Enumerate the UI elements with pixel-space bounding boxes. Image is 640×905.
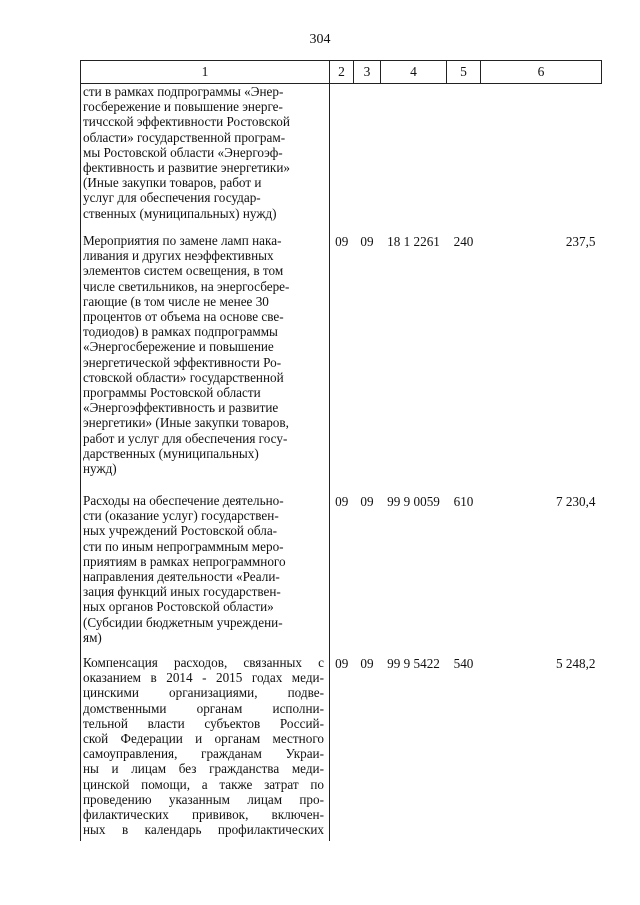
row-pr: 09 [360, 494, 374, 509]
page-number: 304 [309, 32, 331, 47]
row-description: Компенсация расходов, связанных с оказанием в 2014 - 2015 годах меди- цинскими организациями, подве- домственными органам исполни- тельной власти субъектов Россий- ской Федерации и органам местного самоуправления, гражданам Украи- ны и лицам без гражданства меди- цинской помощи, а также затрат по проведению указанным лицам про- филактических прививок, включен- ных в календарь профилактических [83, 655, 324, 838]
table-row [81, 493, 602, 655]
row-vr: 540 [453, 656, 474, 671]
column-header-3: 3 [354, 61, 381, 84]
column-header-1: 1 [81, 61, 330, 84]
row-csr: 99 9 5422 [387, 656, 440, 671]
table-row [81, 655, 602, 841]
table-row [81, 233, 602, 493]
row-description-cell [81, 655, 330, 841]
row-pr [354, 84, 381, 234]
column-header-6: 6 [481, 61, 602, 84]
row-amount: 7 230,4 [555, 494, 596, 509]
row-vr: 610 [453, 494, 474, 509]
row-csr [381, 84, 447, 234]
table-header-row [81, 61, 602, 84]
row-description-cell [81, 493, 330, 655]
row-rz: 09 [335, 234, 349, 249]
row-vr: 240 [453, 234, 474, 249]
table-row [81, 84, 602, 234]
row-description-cell [81, 84, 330, 234]
row-pr: 09 [360, 656, 374, 671]
row-rz: 09 [335, 494, 349, 509]
column-header-4: 4 [381, 61, 447, 84]
row-description: Расходы на обеспечение деятельно- сти (оказание услуг) государствен- ных учреждений Ростовской обла- сти по иным непрограммным меро- приятиям в рамках непрограммного направления деятельности «Реали- зация функций иных государствен- ных органов Ростовской области» (Субсидии бюджетным учреждени- ям) [83, 493, 286, 645]
row-vr [447, 84, 481, 234]
column-header-5: 5 [447, 61, 481, 84]
row-csr: 18 1 2261 [387, 234, 440, 249]
row-csr: 99 9 0059 [387, 494, 440, 509]
row-rz [330, 84, 354, 234]
row-description-cell [81, 233, 330, 493]
row-amount [481, 84, 602, 234]
row-amount: 237,5 [565, 234, 596, 249]
column-header-2: 2 [330, 61, 354, 84]
row-description: Мероприятия по замене ламп нака- ливания и других неэффективных элементов систем освещения, в том числе светильников, на энергосбере- гающие (в том числе не менее 30 процентов от объема на основе све- тодиодов) в рамках подпрограммы «Энергосбережение и повышение энергетической эффективности Ро- стовской области» государственной программы Ростовской области «Энергоэффективность и развитие энергетики» (Иные закупки товаров, работ и услуг для обеспечения госу- дарственных (муниципальных) нужд) [83, 233, 290, 477]
row-amount: 5 248,2 [555, 656, 596, 671]
row-pr: 09 [360, 234, 374, 249]
budget-table [80, 60, 602, 841]
row-description: сти в рамках подпрограммы «Энер- госбережение и повышение энерге- тичсской эффективности Ростовской области» государственной програм- мы Ростовской области «Энергоэф- фективность и развитие энергетики» (Иные закупки товаров, работ и услуг для обеспечения государ- ственных (муниципальных) нужд) [83, 84, 290, 221]
row-rz: 09 [335, 656, 349, 671]
